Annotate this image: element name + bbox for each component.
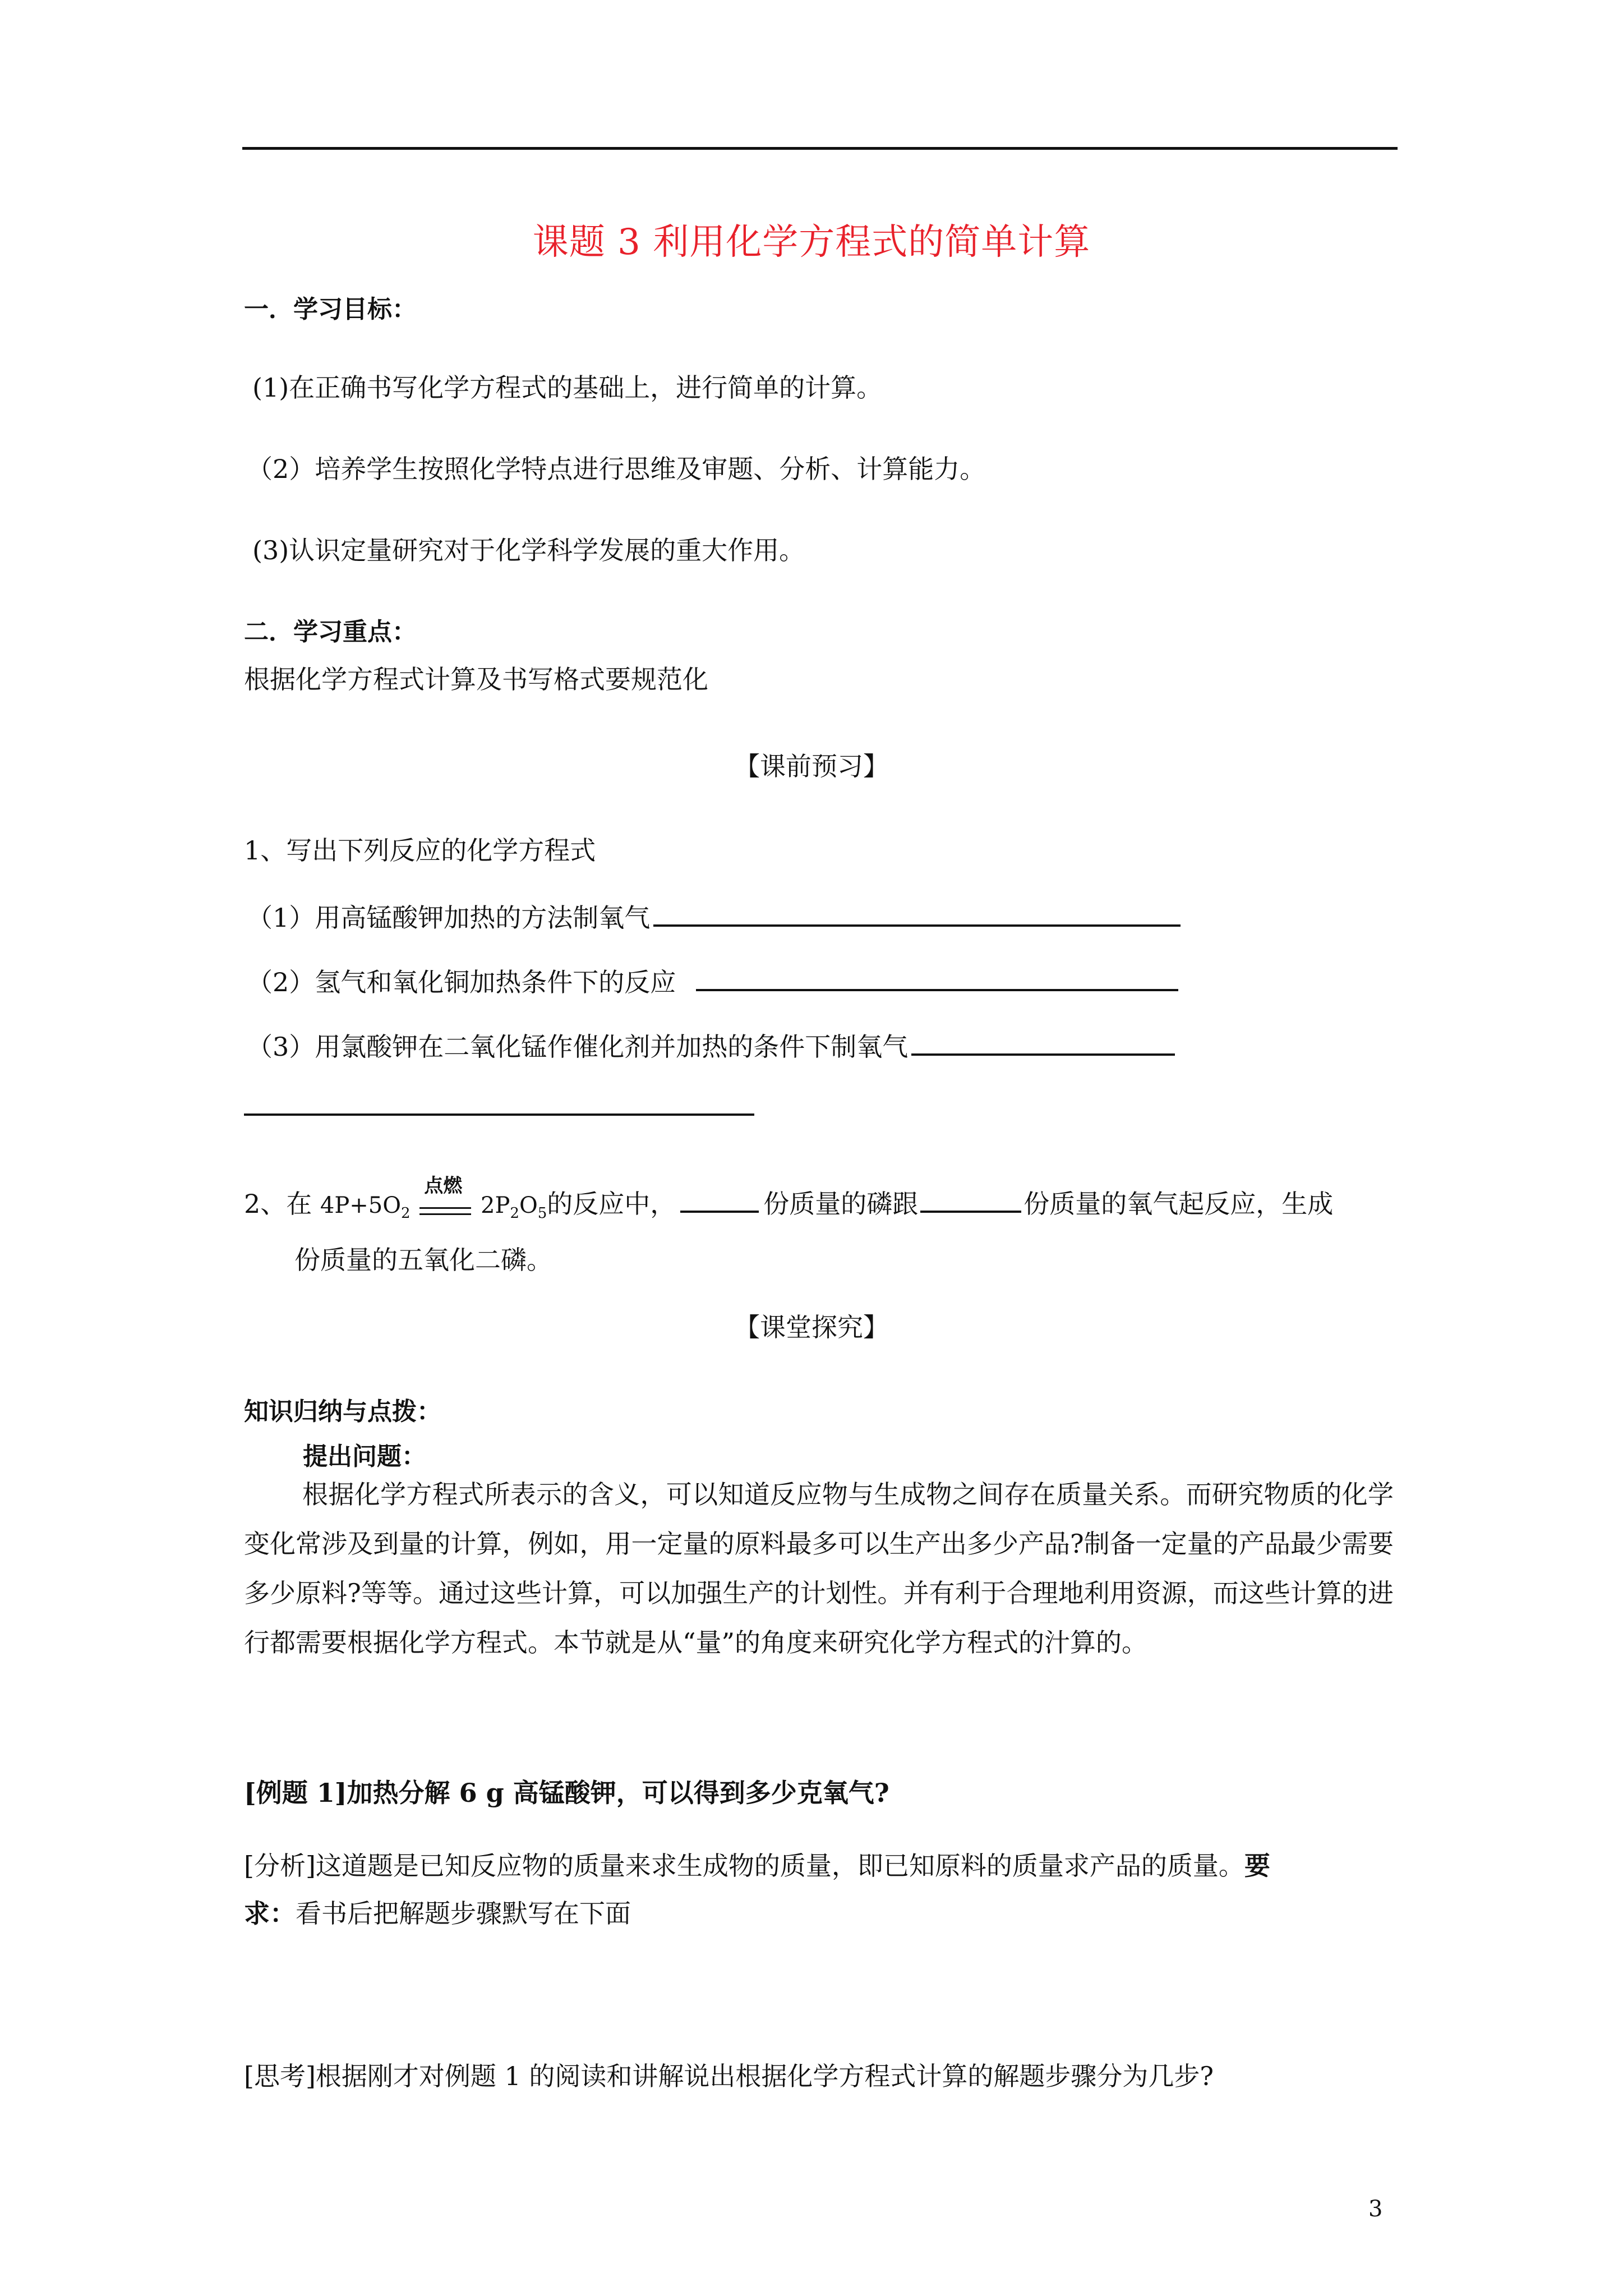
answer-blank[interactable] (680, 1210, 759, 1213)
knowledge-label: 知识归纳与点拨： (244, 1397, 441, 1426)
answer-blank[interactable] (653, 924, 1181, 927)
header-rule (242, 147, 1398, 150)
question-2: 2、在 $4P+5O_2$ 点燃 $2P_2O_5$的反应中， 份质量的磷跟 份质量的氧气起反应，生成 (244, 1184, 1333, 1222)
equals-sign (419, 1207, 471, 1215)
chemical-equation: $4P+5O_2$ 点燃 $2P_2O_5$ (320, 1193, 547, 1222)
page-title: 课题 3 利用化学方程式的简单计算 (532, 222, 1091, 263)
reaction-condition: 点燃 (424, 1175, 463, 1197)
focus-text: 根据化学方程式计算及书写格式要规范化 (244, 664, 708, 694)
preview-heading: 【课前预习】 (734, 751, 889, 781)
answer-blank[interactable] (911, 1053, 1175, 1056)
question-1: 1、写出下列反应的化学方程式 (244, 835, 596, 866)
page-number: 3 (1368, 2196, 1383, 2222)
explore-heading: 【课堂探究】 (734, 1312, 889, 1342)
question-1-item-1: （1）用高锰酸钾加热的方法制氧气 (247, 898, 1181, 935)
example-1-analysis: [分析]这道题是已知反应物的质量来求生成物的质量，即已知原料的质量求产品的质量。要 (244, 1851, 1270, 1881)
requirement-label-part: 要 (1244, 1851, 1270, 1881)
example-1-requirement: 求：看书后把解题步骤默写在下面 (244, 1898, 631, 1929)
question-2-line-2: 份质量的五氧化二磷。 (294, 1245, 552, 1275)
objective-item-1: (1)在正确书写化学方程式的基础上，进行简单的计算。 (252, 372, 883, 403)
answer-blank[interactable] (696, 988, 1178, 991)
question-1-item-3: （3）用氯酸钾在二氧化锰作催化剂并加热的条件下制氧气 (247, 1027, 1175, 1064)
objective-item-3: (3)认识定量研究对于化学科学发展的重大作用。 (252, 535, 805, 565)
objective-item-2: （2）培养学生按照化学特点进行思维及审题、分析、计算能力。 (247, 454, 986, 484)
think-question: [思考]根据刚才对例题 1 的阅读和讲解说出根据化学方程式计算的解题步骤分为几步? (244, 2061, 1214, 2091)
section-heading-objectives: 一．学习目标： (244, 295, 417, 324)
example-1-title: [例题 1]加热分解 6 g 高锰酸钾，可以得到多少克氧气? (244, 1778, 889, 1808)
answer-blank[interactable] (920, 1210, 1021, 1213)
question-label: 提出问题： (303, 1442, 426, 1471)
answer-blank-continued[interactable] (244, 1114, 754, 1116)
question-1-item-2: （2）氢气和氧化铜加热条件下的反应 (247, 962, 1178, 999)
section-heading-focus: 二．学习重点： (244, 618, 417, 646)
explore-paragraph: 根据化学方程式所表示的含义，可以知道反应物与生成物之间存在质量关系。而研究物质的化学变化常涉及到量的计算，例如，用一定量的原料最多可以生产出多少产品?制备一定量的产品最少需要多少原料?等等。通过这些计算，可以加强生产的计划性。并有利于合理地利用资源，而这些计算的进行都需要根据化学方程式。本节就是从“量”的角度来研究化学方程式的汁算的。 (244, 1479, 1394, 1658)
